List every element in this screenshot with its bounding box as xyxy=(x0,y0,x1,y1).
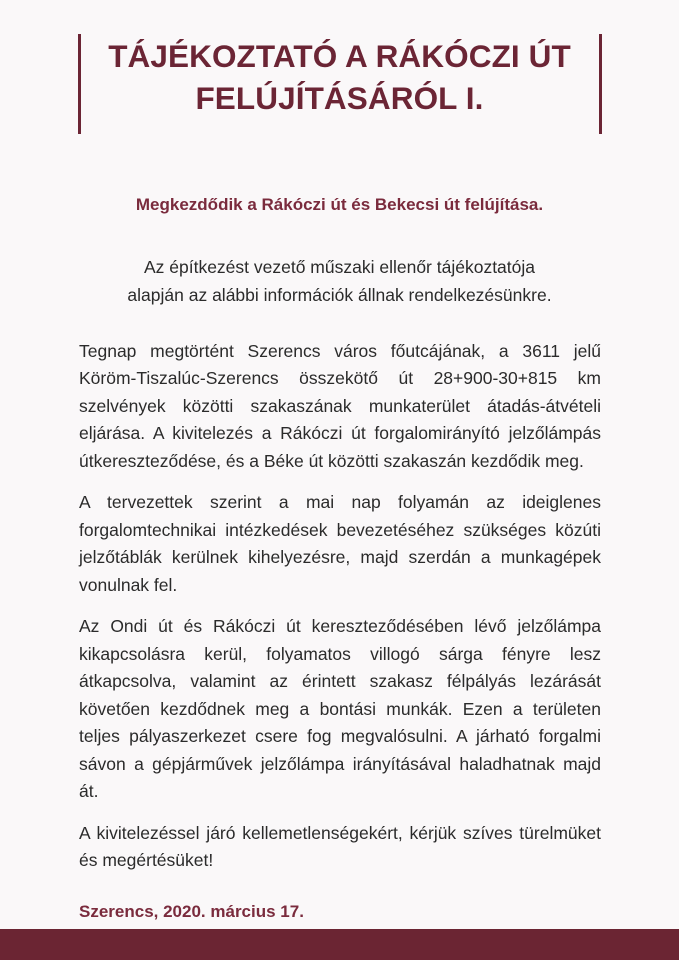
intro-block xyxy=(0,253,679,310)
title-left-rule xyxy=(78,34,81,134)
intro-line-2: alapján az alábbi információk állnak rendelkezésünkre. xyxy=(127,285,552,306)
title-right-rule xyxy=(599,34,602,134)
page-title: TÁJÉKOZTATÓ A RÁKÓCZI ÚT FELÚJÍTÁSÁRÓL I. xyxy=(108,38,571,116)
body-paragraph-2: A tervezettek szerint a mai nap folyamán az ideiglenes forgalomtechnikai intézkedések bevezetéséhez szükséges közúti jelzőtáblák kerülnek kihelyezésre, majd szerdán a munkagépek vonulnak fel. xyxy=(79,492,601,595)
body-paragraph-4: A kivitelezéssel járó kellemetlenségekért, kérjük szíves türelmüket és megértésüket! xyxy=(79,822,601,870)
body-paragraph-1: Tegnap megtörtént Szerencs város főutcájának, a 3611 jelű Köröm-Tiszalúc-Szerencs összekötő út 28+900-30+815 km szelvények közötti szakaszának munkaterület átadás-átvételi eljárása. A kivitelezés a Rákóczi út forgalomirányító jelzőlámpás útkereszteződése, és a Béke út közötti szakaszán kezdődik meg. xyxy=(79,341,601,471)
footer-bar xyxy=(0,929,679,960)
title-block xyxy=(0,34,679,134)
subtitle: Megkezdődik a Rákóczi út és Bekecsi út felújítása. xyxy=(135,195,544,214)
signature-line: Szerencs, 2020. március 17. xyxy=(79,902,304,922)
body-text-block xyxy=(79,338,601,924)
body-paragraph-3: Az Ondi út és Rákóczi út kereszteződésében lévő jelzőlámpa kikapcsolásra kerül, folyamatos villogó sárga fényre lesz átkapcsolva, valamint az érintett szakasz félpályás lezárását követően kezdődnek meg a bontási munkák. Ezen a területen teljes pályaszerkezet csere fog megvalósulni. A járható forgalmi sávon a gépjárművek jelzőlámpa irányításával haladhatnak majd át. xyxy=(79,616,601,802)
intro-line-1: Az építkezést vezető műszaki ellenőr tájékoztatója xyxy=(143,257,536,277)
